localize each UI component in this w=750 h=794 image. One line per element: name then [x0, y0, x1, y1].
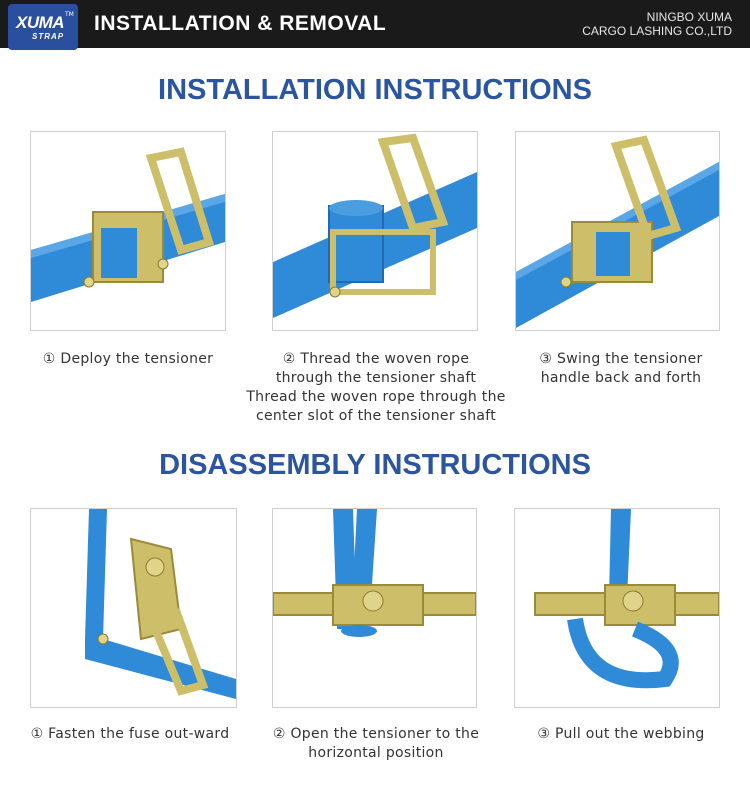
installation-step-2-caption — [241, 350, 511, 426]
disassembly-photo-2 — [272, 508, 477, 708]
disassembly-photo-1 — [30, 508, 237, 708]
caption-line: ① Deploy the tensioner — [42, 351, 214, 367]
disassembly-step-2-caption — [258, 725, 494, 763]
header-bar — [0, 0, 750, 48]
caption-line: horizontal position — [308, 745, 444, 761]
installation-title: INSTALLATION INSTRUCTIONS — [158, 74, 592, 106]
caption-line: through the tensioner shaft — [275, 370, 477, 386]
caption-line: ② Open the tensioner to the — [272, 726, 480, 742]
installation-photo-2 — [272, 131, 478, 331]
caption-line: handle back and forth — [540, 370, 702, 386]
disassembly-step-3-caption — [516, 725, 726, 744]
logo-text: XUMA — [16, 13, 65, 32]
caption-line: ③ Pull out the webbing — [537, 726, 705, 742]
disassembly-photo-3 — [514, 508, 720, 708]
caption-line: ③ Swing the tensioner — [539, 351, 703, 367]
disassembly-step-1-caption — [20, 725, 240, 744]
company-line-1: NINGBO XUMA — [646, 10, 732, 24]
caption-line: ② Thread the woven rope — [282, 351, 470, 367]
caption-line: Thread the woven rope through the — [246, 389, 506, 405]
header-title: INSTALLATION & REMOVAL — [94, 12, 387, 35]
caption-line: ① Fasten the fuse out-ward — [30, 726, 230, 742]
brand-logo — [8, 4, 78, 50]
caption-line: center slot of the tensioner shaft — [255, 408, 497, 424]
installation-photo-1 — [30, 131, 226, 331]
company-line-2: CARGO LASHING CO.,LTD — [582, 24, 732, 38]
logo-subtext: STRAP — [32, 32, 65, 41]
installation-photo-3 — [515, 131, 720, 331]
company-name — [582, 10, 732, 38]
installation-step-3-caption — [516, 350, 726, 388]
logo-trademark: TM — [65, 11, 74, 18]
disassembly-title: DISASSEMBLY INSTRUCTIONS — [159, 449, 591, 481]
installation-step-1-caption — [28, 350, 228, 369]
